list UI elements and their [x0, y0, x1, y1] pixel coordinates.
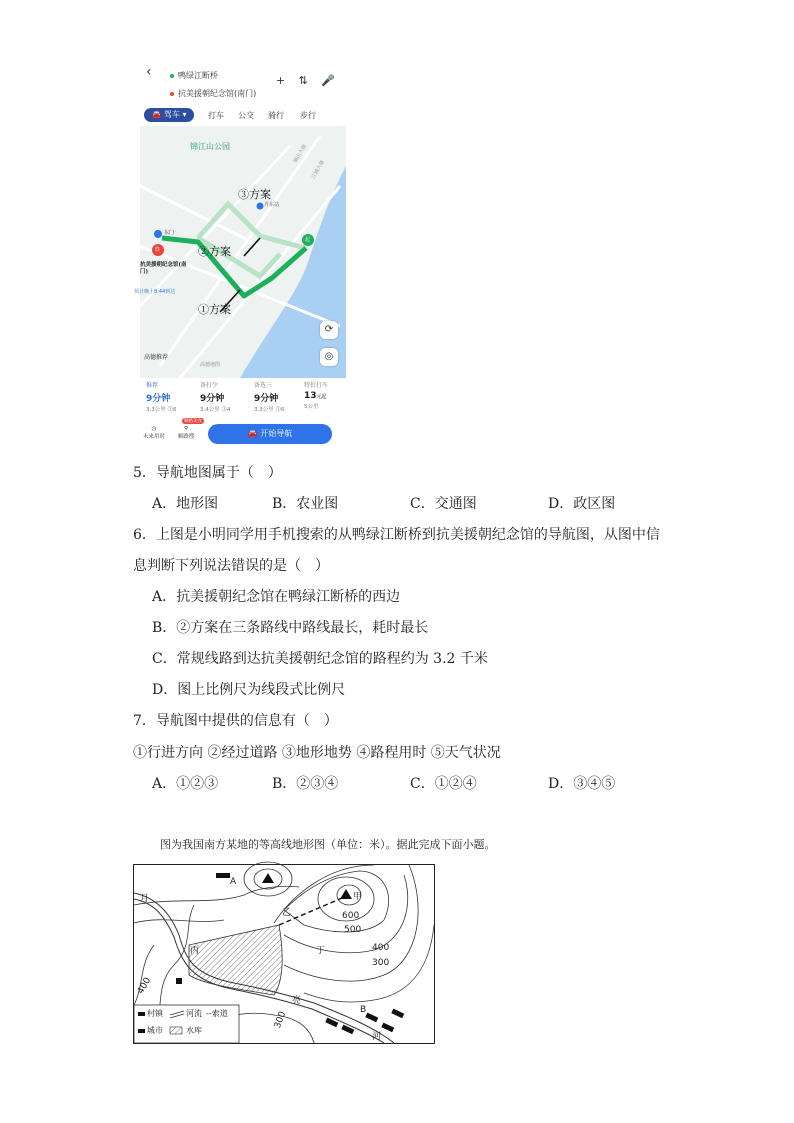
option-label: 特价打车: [304, 382, 329, 389]
city-block-icon: [341, 1025, 354, 1035]
q6-option-a[interactable]: A．抗美援朝纪念馆在鸭绿江断桥的西边: [152, 589, 401, 605]
question-5: 5．导航地图属于（ ）: [133, 465, 282, 481]
future-time-button[interactable]: [140, 426, 168, 440]
option-time: 9分钟: [146, 394, 171, 404]
q6-option-c[interactable]: C．常规线路到达抗美援朝纪念馆的路程约为 3.2 千米: [152, 651, 488, 667]
legend-city-icon: [138, 1029, 145, 1033]
locate-icon[interactable]: ◎: [320, 348, 338, 366]
route-header: [140, 62, 346, 112]
destination-row[interactable]: [170, 88, 256, 99]
tab-bike[interactable]: 骑行: [268, 111, 284, 120]
along-search-button[interactable]: [172, 426, 200, 440]
tab-drive-label: 驾车: [163, 110, 180, 119]
option-time: [304, 391, 352, 401]
option-sub: 3.3公里 ⓵6: [254, 407, 285, 413]
question-6-line-1: 6．上图是小明同学用手机搜索的从鸭绿江断桥到抗美援朝纪念馆的导航图，从图中信: [133, 527, 660, 543]
q7-items: ①行进方向 ②经过道路 ③地形地势 ④路程用时 ⑤天气状况: [133, 745, 501, 761]
legend-river-label: 河流: [186, 1009, 202, 1018]
q7-option-a[interactable]: A．①②③: [152, 776, 219, 792]
option-label: 推荐: [146, 382, 159, 389]
option-sub: 5公里: [304, 404, 319, 410]
map-brand-label: 高德地图: [200, 362, 221, 368]
plan-3-label: ③方案: [238, 188, 271, 201]
q5-option-b[interactable]: B．农业图: [272, 496, 339, 512]
car-icon: 🚘: [151, 110, 162, 119]
option-time: 9分钟: [254, 394, 279, 404]
contour-300-bottom: 300: [272, 1010, 289, 1030]
origin-dot-icon: [170, 74, 174, 78]
tab-drive[interactable]: 🚘 驾车 ▾: [144, 108, 194, 122]
option-time: 9分钟: [200, 394, 225, 404]
route-map[interactable]: [134, 126, 346, 378]
tab-bus[interactable]: 公交: [238, 111, 254, 120]
q7-option-d[interactable]: D．③④⑤: [548, 776, 616, 792]
legend-town-icon: [138, 1012, 145, 1016]
plan-2-label: ②方案: [198, 245, 231, 258]
label-B: B: [360, 1005, 367, 1015]
q7-option-c[interactable]: C．①②④: [410, 776, 477, 792]
legend-town-label: 村镇: [147, 1009, 163, 1018]
q5-option-c[interactable]: C．交通图: [410, 496, 477, 512]
station-pin-icon: [257, 203, 264, 210]
east-gate-label: 东门: [164, 230, 175, 236]
question-7: 7．导航图中提供的信息有（ ）: [133, 713, 338, 729]
q5-option-d[interactable]: D．政区图: [548, 496, 616, 512]
city-block-icon: [391, 1009, 404, 1019]
back-icon[interactable]: ‹: [146, 64, 152, 80]
q5-option-a[interactable]: A．地形图: [152, 496, 219, 512]
food-badge: 顺路美食: [184, 419, 202, 424]
label-yi: 乙: [282, 908, 292, 918]
option-price-unit: 元起: [316, 394, 327, 400]
city-block-icon: [381, 1023, 394, 1033]
contour-400-left: 400: [135, 976, 154, 996]
route-options-panel: [140, 378, 346, 452]
option-sub: 3.4公里 ⓵4: [200, 407, 231, 413]
map-canvas: [140, 126, 346, 378]
origin-text: 鸭绿江断桥: [178, 71, 218, 80]
search-icon: ⚲: [183, 426, 189, 432]
peak-icon-a: [262, 873, 274, 883]
label-ding: 丁: [316, 946, 326, 956]
legend-reservoir-label: 水库: [186, 1026, 202, 1035]
q6-option-d[interactable]: D．图上比例尺为线段式比例尺: [152, 682, 346, 698]
option-recommended[interactable]: [146, 380, 194, 413]
option-taxi-deal[interactable]: [304, 380, 352, 410]
label-he: 河: [372, 1032, 382, 1042]
station-label: 丹东站: [264, 202, 280, 208]
header-icons[interactable]: + ⇅ 🎤: [275, 74, 340, 87]
label-bing: 丙: [190, 946, 200, 956]
option-label: 备打少: [200, 382, 219, 389]
contour-300: 300: [372, 958, 390, 968]
travel-mode-tabs: [140, 106, 346, 126]
origin-row[interactable]: [170, 70, 218, 81]
option-price: 13: [304, 391, 317, 401]
option-sub: 3.3公里 ⓵6: [146, 407, 177, 413]
legend-road-label: --索道: [206, 1009, 228, 1018]
destination-map-label: 抗美援朝纪念馆(南门): [140, 262, 187, 275]
label-jia: 甲: [353, 892, 363, 902]
destination-text: 抗美援朝纪念馆(南门): [178, 89, 257, 98]
start-marker-text: 起: [305, 237, 311, 243]
contour-400: 400: [372, 943, 390, 953]
refresh-icon[interactable]: ⟳: [320, 321, 338, 339]
start-navigation-button[interactable]: [208, 424, 332, 444]
legend-reservoir-icon: [170, 1027, 182, 1034]
clock-icon: ◷: [151, 426, 157, 432]
tab-taxi[interactable]: 打车: [208, 111, 224, 120]
town-icon-bing: [176, 978, 182, 984]
peak-icon-jia: [340, 889, 352, 899]
eta-label: 预计晚上8:44到达: [134, 289, 176, 295]
recommend-label[interactable]: 高德推荐: [144, 354, 169, 361]
label-liang: 亮: [292, 996, 302, 1006]
car-icon: 🚘: [247, 429, 258, 438]
question-6-line-2: 息判断下列说法错误的是（ ）: [133, 558, 329, 574]
start-navigation-label: 开始导航: [260, 429, 293, 438]
option-label: 备选三: [254, 382, 273, 389]
tab-walk[interactable]: 步行: [300, 111, 316, 120]
navigation-screenshot: [134, 62, 346, 452]
park-label: 锦江山公园: [190, 142, 230, 151]
destination-dot-icon: [170, 92, 174, 96]
city-block-icon: [365, 1013, 378, 1023]
contour-map: [133, 864, 435, 1044]
town-icon-a: [216, 873, 230, 878]
legend-city-label: 城市: [147, 1026, 163, 1035]
topo-intro: 图为我国南方某地的等高线地形图（单位：米）。据此完成下面小题。: [160, 838, 496, 851]
end-marker-text: 终: [155, 247, 161, 253]
plan-1-label: ①方案: [198, 303, 231, 316]
contour-600: 600: [342, 911, 360, 921]
q7-option-b[interactable]: B．②③④: [272, 776, 339, 792]
option-alt-three[interactable]: [254, 380, 302, 413]
label-yue: 月: [140, 894, 150, 904]
label-A: A: [230, 877, 237, 887]
option-fewer-lights[interactable]: [200, 380, 248, 413]
reservoir-area: [189, 925, 282, 995]
future-time-label: 未来用时: [142, 434, 165, 440]
street-label-2: 江城大街: [310, 159, 327, 180]
contour-500: 500: [344, 925, 362, 935]
along-search-label: 顺路搜: [177, 434, 195, 440]
east-gate-pin-icon: [154, 230, 162, 238]
street-label-1: 锦山大街: [292, 143, 309, 164]
q6-option-b[interactable]: B．②方案在三条路线中路线最长，耗时最长: [152, 620, 429, 636]
